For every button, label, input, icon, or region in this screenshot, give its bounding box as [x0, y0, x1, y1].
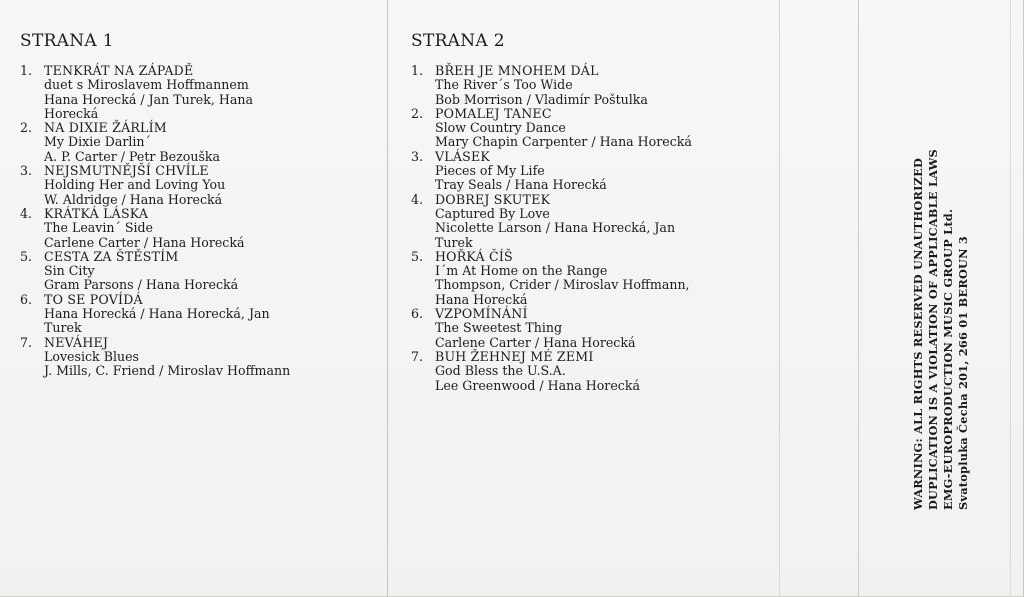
side-2-panel	[411, 30, 761, 393]
track-number: 7.	[20, 334, 33, 350]
track-number: 5.	[20, 248, 33, 264]
track-item	[411, 350, 761, 393]
track-credit-line: Turek	[435, 234, 473, 250]
track-item	[20, 336, 370, 379]
track-credit-line: I´m At Home on the Range	[435, 263, 608, 279]
track-number: 6.	[20, 291, 33, 307]
track-title: BŘEH JE MNOHEM DÁL	[435, 63, 599, 78]
track-number: 2.	[411, 105, 424, 121]
track-item	[20, 64, 370, 121]
track-item	[411, 107, 761, 150]
track-item	[20, 293, 370, 336]
track-credit-line: Hana Horecká / Hana Horecká, Jan	[44, 306, 270, 322]
track-title: NEVÁHEJ	[44, 334, 109, 350]
track-credit-line: Mary Chapin Carpenter / Hana Horecká	[435, 134, 692, 150]
spine-line: Svatopluka Čecha 201, 266 01 BEROUN 3	[956, 235, 970, 510]
spine-line: EMG-EUROPRODUCTION MUSIC GROUP Ltd.	[941, 208, 955, 510]
track-credit-line: duet s Miroslavem Hoffmannem	[44, 77, 249, 93]
side-1-title: STRANA 1	[20, 31, 114, 51]
track-credit-line: Captured By Love	[435, 205, 550, 221]
track-credit-line: W. Aldridge / Hana Horecká	[44, 191, 223, 207]
track-title: VLÁSEK	[435, 148, 490, 164]
track-item	[411, 250, 761, 307]
track-credit-line: My Dixie Darlin´	[44, 134, 151, 150]
track-title: NA DIXIE ŽÁRLÍM	[44, 120, 167, 136]
track-credit-line: Lee Greenwood / Hana Horecká	[435, 377, 640, 393]
track-item	[20, 121, 370, 164]
track-credit-line: Bob Morrison / Vladimír Poštulka	[435, 91, 648, 107]
track-number: 7.	[411, 348, 424, 364]
track-title: KRÁTKÁ LÁSKA	[44, 205, 149, 221]
track-number: 1.	[20, 63, 33, 78]
track-credit-line: J. Mills, C. Friend / Miroslav Hoffmann	[44, 363, 291, 379]
side-1-tracklist	[20, 64, 370, 379]
track-credit-line: Hana Horecká	[435, 291, 528, 307]
track-credit-line: Horecká	[44, 105, 99, 121]
track-credit-line: Sin City	[44, 263, 95, 279]
track-credit-line: God Bless the U.S.A.	[435, 363, 566, 379]
track-number: 2.	[20, 120, 33, 136]
track-item	[411, 64, 761, 107]
side-2-tracklist	[411, 64, 761, 393]
track-item	[411, 307, 761, 350]
spine-line: DUPLICATION IS A VIOLATION OF APPLICABLE LAWS	[926, 149, 940, 510]
track-credit-line: Carlene Carter / Hana Horecká	[435, 334, 636, 350]
fold-line	[858, 0, 859, 597]
track-title: NEJSMUTNĚJŠÍ CHVÍLE	[44, 163, 209, 179]
track-title: TO SE POVÍDÁ	[44, 291, 143, 307]
track-credit-line: Thompson, Crider / Miroslav Hoffmann,	[435, 277, 690, 293]
track-credit-line: The Sweetest Thing	[435, 320, 563, 336]
track-number: 6.	[411, 306, 424, 322]
fold-line	[1010, 0, 1011, 597]
track-number: 4.	[411, 191, 424, 207]
track-title: BUH ŽEHNEJ MÉ ZEMI	[435, 348, 594, 364]
track-credit-line: A. P. Carter / Petr Bezouška	[44, 148, 221, 164]
track-title: HOŘKÁ ČÍŠ	[435, 248, 513, 264]
side-2-title: STRANA 2	[411, 31, 505, 51]
track-credit-line: Holding Her and Loving You	[44, 177, 226, 193]
track-item	[411, 193, 761, 250]
track-credit-line: The Leavin´ Side	[44, 220, 154, 236]
spine-warning-text	[911, 90, 971, 510]
track-title: DOBREJ SKUTEK	[435, 191, 551, 207]
track-credit-line: Carlene Carter / Hana Horecká	[44, 234, 245, 250]
track-credit-line: Nicolette Larson / Hana Horecká, Jan	[435, 220, 676, 236]
side-1-panel	[20, 30, 370, 379]
track-credit-line: Pieces of My Life	[435, 163, 545, 179]
spine-line: WARNING: ALL RIGHTS RESERVED UNAUTHORIZED	[911, 157, 925, 510]
track-credit-line: Lovesick Blues	[44, 348, 140, 364]
track-title: POMALEJ TANEC	[435, 105, 552, 121]
track-number: 3.	[411, 148, 424, 164]
fold-line	[779, 0, 780, 597]
track-title: TENKRÁT NA ZÁPADĚ	[44, 63, 194, 78]
track-number: 1.	[411, 63, 424, 78]
track-credit-line: Gram Parsons / Hana Horecká	[44, 277, 239, 293]
track-number: 4.	[20, 205, 33, 221]
track-credit-line: Hana Horecká / Jan Turek, Hana	[44, 91, 253, 107]
track-number: 5.	[411, 248, 424, 264]
track-number: 3.	[20, 163, 33, 179]
fold-line	[387, 0, 388, 597]
track-item	[20, 250, 370, 293]
track-credit-line: The River´s Too Wide	[435, 77, 573, 93]
track-item	[411, 150, 761, 193]
track-item	[20, 164, 370, 207]
track-title: CESTA ZA ŠTĚSTÍM	[44, 248, 179, 264]
track-credit-line: Slow Country Dance	[435, 120, 566, 136]
track-title: VZPOMÍNÁNÍ	[435, 306, 528, 322]
track-item	[20, 207, 370, 250]
track-credit-line: Tray Seals / Hana Horecká	[435, 177, 607, 193]
track-credit-line: Turek	[44, 320, 82, 336]
